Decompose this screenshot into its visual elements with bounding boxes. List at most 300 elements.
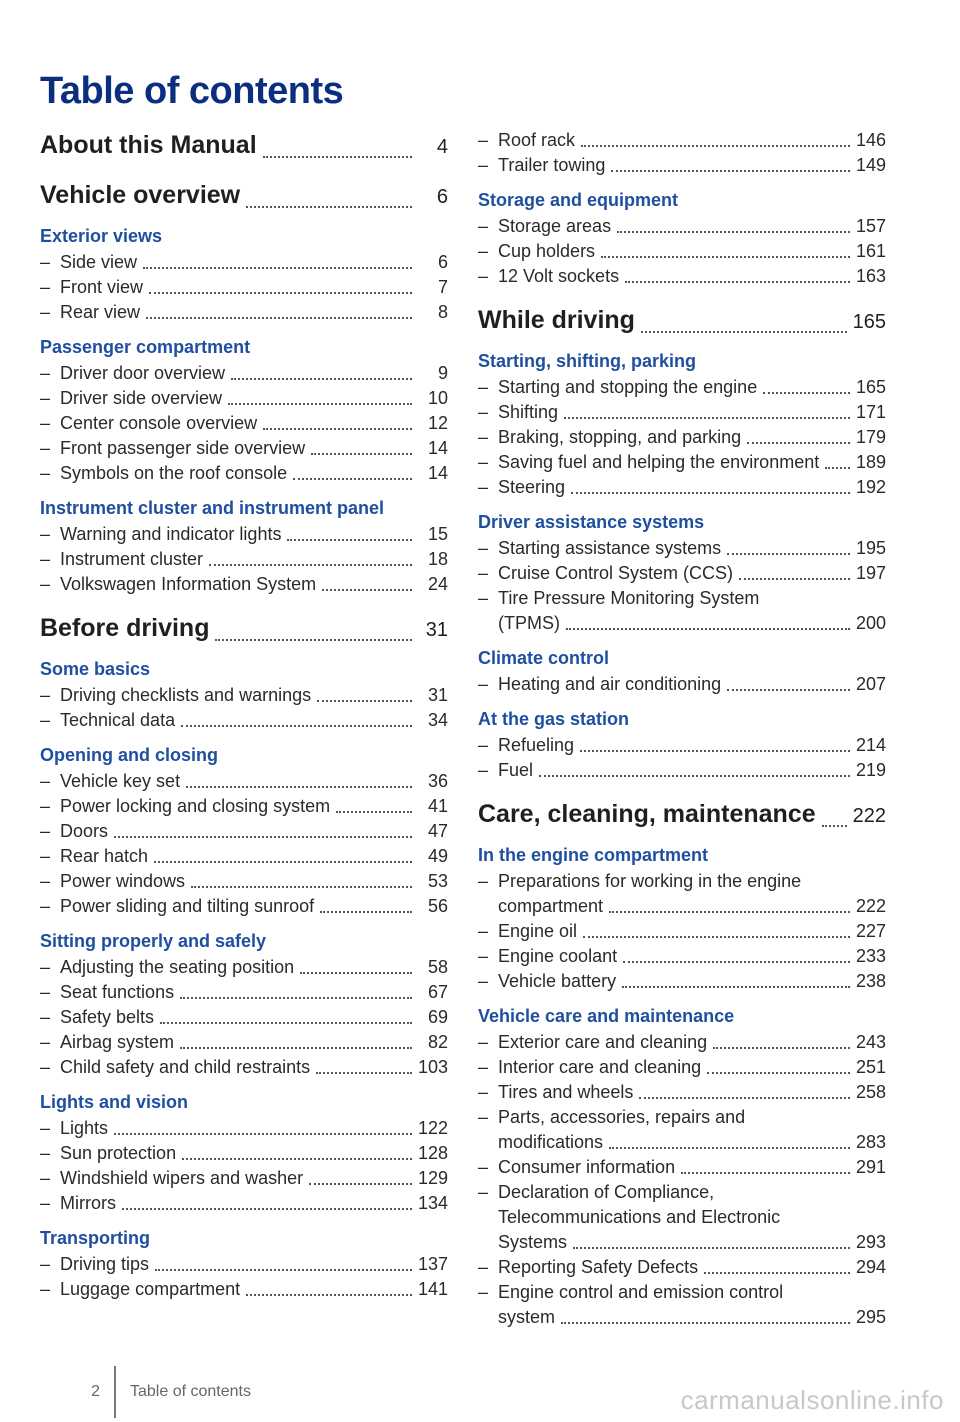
entry-text-block	[498, 586, 886, 636]
group-heading[interactable]: Vehicle care and maintenance	[478, 1006, 735, 1026]
entry-page-number: 67	[427, 982, 448, 1002]
dot-leader	[561, 1321, 850, 1324]
entry-dash: –	[40, 438, 51, 458]
toc-group	[478, 843, 886, 994]
entry-text: Seat functions	[60, 982, 175, 1002]
section-page-number: 165	[852, 311, 886, 333]
entry-dash: –	[40, 982, 51, 1002]
entry-dash: –	[40, 277, 51, 297]
toc-group	[40, 743, 448, 919]
entry-text: Shifting	[498, 402, 559, 422]
toc-entry[interactable]	[40, 955, 448, 980]
entry-text: Engine oil	[498, 921, 578, 941]
entry-page-number: 9	[437, 363, 448, 383]
toc-entry[interactable]	[478, 672, 886, 697]
entry-dash: –	[40, 685, 51, 705]
entry-dash: –	[478, 241, 489, 261]
entry-last-line	[498, 894, 886, 919]
dot-leader	[180, 1046, 412, 1049]
entry-text: Rear view	[60, 302, 141, 322]
entry-page-number: 137	[417, 1254, 448, 1274]
entry-text: Mirrors	[60, 1193, 116, 1213]
dot-leader	[727, 552, 850, 555]
toc-group	[478, 707, 886, 783]
entry-page-number: 128	[417, 1143, 448, 1163]
section-heading[interactable]	[40, 611, 448, 647]
dot-leader	[707, 1071, 850, 1074]
section-heading[interactable]	[40, 178, 448, 214]
entry-page-number: 69	[427, 1007, 448, 1027]
dot-leader	[713, 1046, 850, 1049]
entry-text: Airbag system	[60, 1032, 175, 1052]
footer-divider	[114, 1366, 116, 1418]
dot-leader	[263, 427, 412, 430]
entry-text: Driving checklists and warnings	[60, 685, 312, 705]
toc-entry[interactable]	[478, 475, 886, 500]
toc-entry[interactable]	[478, 758, 886, 783]
entry-text: Rear hatch	[60, 846, 149, 866]
section-heading[interactable]	[478, 303, 886, 339]
dot-leader	[246, 1293, 412, 1296]
entry-page-number: 195	[855, 538, 886, 558]
section-title: Before driving	[40, 614, 210, 642]
entry-last-line	[498, 611, 886, 636]
toc-entry[interactable]	[478, 450, 886, 475]
toc-entry[interactable]	[40, 436, 448, 461]
entry-dash: –	[40, 796, 51, 816]
toc-entry[interactable]	[478, 264, 886, 289]
toc-group	[478, 510, 886, 636]
entry-text-line: Engine control and emission control	[498, 1282, 784, 1302]
group-heading[interactable]: Starting, shifting, parking	[478, 351, 697, 371]
entry-page-number: 134	[417, 1193, 448, 1213]
dot-leader	[763, 391, 850, 394]
toc-section	[40, 611, 448, 1302]
toc-group	[478, 128, 886, 178]
entry-dash: –	[40, 1254, 51, 1274]
entry-dash: –	[478, 452, 489, 472]
toc-entry[interactable]	[40, 980, 448, 1005]
toc-entry[interactable]	[40, 300, 448, 325]
entry-dash: –	[478, 1257, 489, 1277]
entry-page-number: 6	[437, 252, 448, 272]
entry-dash: –	[40, 574, 51, 594]
toc-entry[interactable]	[40, 1191, 448, 1216]
entry-text: Driver side overview	[60, 388, 223, 408]
entry-page-number: 214	[855, 735, 886, 755]
entry-dash: –	[478, 563, 489, 583]
dot-leader	[182, 1157, 412, 1160]
toc-entry[interactable]	[478, 375, 886, 400]
toc-entry[interactable]	[40, 1252, 448, 1277]
entry-text: Saving fuel and helping the environment	[498, 452, 820, 472]
toc-entry[interactable]	[40, 547, 448, 572]
entry-text-block	[498, 1280, 886, 1330]
toc-entry[interactable]	[478, 128, 886, 153]
toc-entry[interactable]	[40, 1277, 448, 1302]
toc-section	[40, 128, 448, 164]
dot-leader	[573, 1246, 850, 1249]
entry-dash: –	[478, 946, 489, 966]
entry-page-number: 200	[855, 613, 886, 633]
entry-page-number: 31	[427, 685, 448, 705]
entry-page-number: 146	[855, 130, 886, 150]
dot-leader	[566, 627, 850, 630]
entry-dash: –	[478, 1032, 489, 1052]
entry-page-number: 122	[417, 1118, 448, 1138]
entry-page-number: 227	[855, 921, 886, 941]
dot-leader	[822, 824, 847, 827]
entry-text: Power sliding and tilting sunroof	[60, 896, 315, 916]
group-heading[interactable]: Transporting	[40, 1228, 151, 1248]
entry-dash: –	[478, 427, 489, 447]
entry-page-number: 179	[855, 427, 886, 447]
toc-entry[interactable]	[40, 708, 448, 733]
entry-text: Front view	[60, 277, 144, 297]
entry-last-line	[498, 1230, 886, 1255]
group-heading[interactable]: Exterior views	[40, 226, 163, 246]
toc-entry[interactable]	[478, 1155, 886, 1180]
toc-entry[interactable]	[40, 361, 448, 386]
entry-dash: –	[478, 760, 489, 780]
entry-dash: –	[478, 538, 489, 558]
entry-dash: –	[478, 266, 489, 286]
footer-label: Table of contents	[130, 1383, 251, 1400]
toc-entry[interactable]	[478, 1280, 886, 1330]
entry-dash: –	[478, 155, 489, 175]
entry-text: Vehicle key set	[60, 771, 181, 791]
group-heading[interactable]: Lights and vision	[40, 1092, 189, 1112]
entry-text: Power locking and closing system	[60, 796, 331, 816]
entry-page-number: 149	[855, 155, 886, 175]
group-heading[interactable]: In the engine compartment	[478, 845, 709, 865]
entry-page-number: 24	[427, 574, 448, 594]
entry-page-number: 56	[427, 896, 448, 916]
toc-entry[interactable]	[40, 250, 448, 275]
toc-entry[interactable]	[40, 844, 448, 869]
entry-dash: –	[478, 1057, 489, 1077]
entry-dash: –	[478, 402, 489, 422]
entry-dash: –	[40, 1279, 51, 1299]
entry-dash: –	[40, 846, 51, 866]
group-heading[interactable]: Opening and closing	[40, 745, 219, 765]
entry-page-number: 58	[427, 957, 448, 977]
toc-entry[interactable]	[478, 153, 886, 178]
toc-entry[interactable]	[478, 561, 886, 586]
dot-leader	[146, 316, 412, 319]
toc-entry[interactable]	[40, 769, 448, 794]
toc-entry[interactable]	[40, 572, 448, 597]
entry-text-line: compartment	[498, 896, 604, 916]
dot-leader	[209, 563, 412, 566]
entry-dash: –	[40, 771, 51, 791]
toc-section	[478, 128, 886, 289]
dot-leader	[180, 996, 412, 999]
entry-page-number: 36	[427, 771, 448, 791]
entry-dash: –	[40, 413, 51, 433]
toc-entry[interactable]	[478, 869, 886, 919]
toc-entry[interactable]	[478, 919, 886, 944]
entry-dash: –	[40, 957, 51, 977]
dot-leader	[114, 1132, 412, 1135]
toc-section	[40, 178, 448, 597]
dot-leader	[580, 749, 850, 752]
entry-page-number: 251	[855, 1057, 886, 1077]
entry-page-number: 258	[855, 1082, 886, 1102]
entry-page-number: 129	[417, 1168, 448, 1188]
entry-dash: –	[478, 871, 489, 891]
dot-leader	[571, 491, 850, 494]
entry-page-number: 171	[855, 402, 886, 422]
entry-dash: –	[40, 710, 51, 730]
toc-group	[40, 929, 448, 1080]
dot-leader	[601, 255, 850, 258]
entry-dash: –	[40, 1007, 51, 1027]
group-heading[interactable]: Sitting properly and safely	[40, 931, 267, 951]
entry-text: Storage areas	[498, 216, 612, 236]
entry-dash: –	[40, 871, 51, 891]
entry-page-number: 219	[855, 760, 886, 780]
section-page-number: 31	[425, 619, 448, 641]
dot-leader	[300, 971, 412, 974]
dot-leader	[191, 885, 412, 888]
entry-page-number: 293	[855, 1232, 886, 1252]
entry-text: Starting and stopping the engine	[498, 377, 758, 397]
section-heading[interactable]	[478, 797, 886, 833]
entry-page-number: 157	[855, 216, 886, 236]
dot-leader	[149, 291, 412, 294]
toc-entry[interactable]	[478, 214, 886, 239]
entry-text: Exterior care and cleaning	[498, 1032, 708, 1052]
entry-dash: –	[40, 1032, 51, 1052]
toc-entry[interactable]	[40, 1166, 448, 1191]
toc-entry[interactable]	[40, 461, 448, 486]
entry-dash: –	[478, 971, 489, 991]
entry-text: Sun protection	[60, 1143, 177, 1163]
entry-text: Warning and indicator lights	[60, 524, 282, 544]
section-title: About this Manual	[40, 131, 257, 159]
entry-dash: –	[478, 377, 489, 397]
toc-entry[interactable]	[40, 794, 448, 819]
dot-leader	[293, 477, 412, 480]
toc-right-column	[478, 128, 886, 1344]
toc-entry[interactable]	[478, 1180, 886, 1255]
entry-text: Volkswagen Information System	[60, 574, 317, 594]
entry-text-block	[498, 1180, 886, 1255]
entry-text: Interior care and cleaning	[498, 1057, 702, 1077]
toc-entry[interactable]	[40, 522, 448, 547]
watermark: carmanualsonline.info	[680, 1385, 944, 1415]
entry-page-number: 161	[855, 241, 886, 261]
entry-dash: –	[40, 1118, 51, 1138]
dot-leader	[622, 985, 850, 988]
dot-leader	[155, 1268, 412, 1271]
toc-entry[interactable]	[40, 386, 448, 411]
group-heading[interactable]: Passenger compartment	[40, 337, 251, 357]
toc-entry[interactable]	[40, 411, 448, 436]
group-heading[interactable]: Some basics	[40, 659, 151, 679]
entry-page-number: 53	[427, 871, 448, 891]
toc-entry[interactable]	[478, 586, 886, 636]
group-heading[interactable]: Climate control	[478, 648, 610, 668]
entry-text: Steering	[498, 477, 566, 497]
toc-entry[interactable]	[478, 969, 886, 994]
toc-group	[40, 1226, 448, 1302]
entry-page-number: 34	[427, 710, 448, 730]
dot-leader	[322, 588, 412, 591]
entry-dash: –	[478, 674, 489, 694]
entry-page-number: 41	[427, 796, 448, 816]
group-heading[interactable]: Driver assistance systems	[478, 512, 705, 532]
dot-leader	[309, 1182, 412, 1185]
entry-dash: –	[478, 921, 489, 941]
entry-page-number: 222	[855, 896, 886, 916]
entry-dash: –	[478, 1107, 489, 1127]
section-heading[interactable]	[40, 128, 448, 164]
dot-leader	[336, 810, 412, 813]
group-heading[interactable]: Instrument cluster and instrument panel	[40, 498, 385, 518]
entry-page-number: 15	[427, 524, 448, 544]
dot-leader	[681, 1171, 850, 1174]
section-page-number: 6	[436, 186, 448, 208]
entry-text-line: Systems	[498, 1232, 568, 1252]
toc-section	[478, 303, 886, 783]
entry-dash: –	[478, 1082, 489, 1102]
entry-text-line: system	[498, 1307, 556, 1327]
entry-page-number: 283	[855, 1132, 886, 1152]
entry-text: Instrument cluster	[60, 549, 204, 569]
dot-leader	[617, 230, 850, 233]
toc-group	[478, 1004, 886, 1330]
dot-leader	[639, 1096, 850, 1099]
toc-group	[40, 496, 448, 597]
toc-entry[interactable]	[40, 1141, 448, 1166]
entry-text: Driving tips	[60, 1254, 150, 1274]
entry-text: Symbols on the roof console	[60, 463, 288, 483]
entry-last-line	[498, 1305, 886, 1330]
dot-leader	[316, 1071, 412, 1074]
entry-text: Child safety and child restraints	[60, 1057, 311, 1077]
toc-entry[interactable]	[478, 1055, 886, 1080]
entry-page-number: 207	[855, 674, 886, 694]
entry-dash: –	[40, 524, 51, 544]
entry-page-number: 14	[427, 438, 448, 458]
section-page-number: 4	[436, 136, 448, 158]
entry-dash: –	[478, 216, 489, 236]
entry-page-number: 243	[855, 1032, 886, 1052]
toc-group	[40, 657, 448, 733]
group-heading[interactable]: At the gas station	[478, 709, 630, 729]
toc-entry[interactable]	[40, 1055, 448, 1080]
entry-text-line: Parts, accessories, repairs and	[498, 1107, 746, 1127]
entry-text: Front passenger side overview	[60, 438, 306, 458]
entry-page-number: 10	[427, 388, 448, 408]
entry-dash: –	[40, 302, 51, 322]
toc-entry[interactable]	[40, 1030, 448, 1055]
toc-entry[interactable]	[40, 819, 448, 844]
toc-entry[interactable]	[40, 894, 448, 919]
dot-leader	[311, 452, 412, 455]
entry-page-number: 47	[427, 821, 448, 841]
entry-text: Cruise Control System (CCS)	[498, 563, 734, 583]
dot-leader	[317, 699, 412, 702]
toc-entry[interactable]	[40, 275, 448, 300]
entry-page-number: 233	[855, 946, 886, 966]
entry-dash: –	[40, 388, 51, 408]
entry-dash: –	[478, 477, 489, 497]
dot-leader	[581, 144, 850, 147]
entry-page-number: 291	[855, 1157, 886, 1177]
section-title: Care, cleaning, maintenance	[478, 800, 816, 828]
dot-leader	[160, 1021, 412, 1024]
entry-text-line: Tire Pressure Monitoring System	[498, 588, 760, 608]
toc-entry[interactable]	[40, 869, 448, 894]
dot-leader	[143, 266, 412, 269]
entry-page-number: 49	[427, 846, 448, 866]
entry-text-block	[498, 869, 886, 919]
toc-group	[478, 349, 886, 500]
entry-text: Fuel	[498, 760, 534, 780]
entry-text: Reporting Safety Defects	[498, 1257, 699, 1277]
toc-entry[interactable]	[478, 400, 886, 425]
entry-page-number: 295	[855, 1307, 886, 1327]
toc-entry[interactable]	[478, 536, 886, 561]
toc-entry[interactable]	[478, 1255, 886, 1280]
dot-leader	[539, 774, 850, 777]
toc-entry[interactable]	[478, 944, 886, 969]
toc-entry[interactable]	[478, 1080, 886, 1105]
entry-text: Driver door overview	[60, 363, 226, 383]
entry-text: Tires and wheels	[498, 1082, 634, 1102]
entry-text: Lights	[60, 1118, 109, 1138]
toc-group	[40, 1090, 448, 1216]
entry-dash: –	[40, 1143, 51, 1163]
dot-leader	[609, 1146, 850, 1149]
entry-text: Luggage compartment	[60, 1279, 241, 1299]
section-title: While driving	[478, 306, 635, 334]
toc-entry[interactable]	[40, 1005, 448, 1030]
entry-text: Safety belts	[60, 1007, 155, 1027]
dot-leader	[625, 280, 850, 283]
toc-entry[interactable]	[478, 733, 886, 758]
toc-entry[interactable]	[40, 1116, 448, 1141]
footer-page-number: 2	[91, 1383, 100, 1400]
toc-entry[interactable]	[478, 1030, 886, 1055]
dot-leader	[704, 1271, 850, 1274]
entry-dash: –	[478, 735, 489, 755]
dot-leader	[623, 960, 850, 963]
toc-group	[478, 188, 886, 289]
entry-dash: –	[40, 1193, 51, 1213]
entry-text-line: (TPMS)	[498, 613, 560, 633]
dot-leader	[246, 205, 412, 208]
entry-text: Doors	[60, 821, 109, 841]
page-footer	[80, 1366, 251, 1418]
toc-entry[interactable]	[478, 425, 886, 450]
section-page-number: 222	[852, 805, 886, 827]
toc-entry[interactable]	[40, 683, 448, 708]
entry-dash: –	[40, 1168, 51, 1188]
group-heading[interactable]: Storage and equipment	[478, 190, 679, 210]
dot-leader	[583, 935, 850, 938]
entry-text: Power windows	[60, 871, 186, 891]
dot-leader	[154, 860, 412, 863]
toc-entry[interactable]	[478, 239, 886, 264]
entry-page-number: 197	[855, 563, 886, 583]
entry-dash: –	[478, 1282, 489, 1302]
toc-entry[interactable]	[478, 1105, 886, 1155]
entry-page-number: 238	[855, 971, 886, 991]
